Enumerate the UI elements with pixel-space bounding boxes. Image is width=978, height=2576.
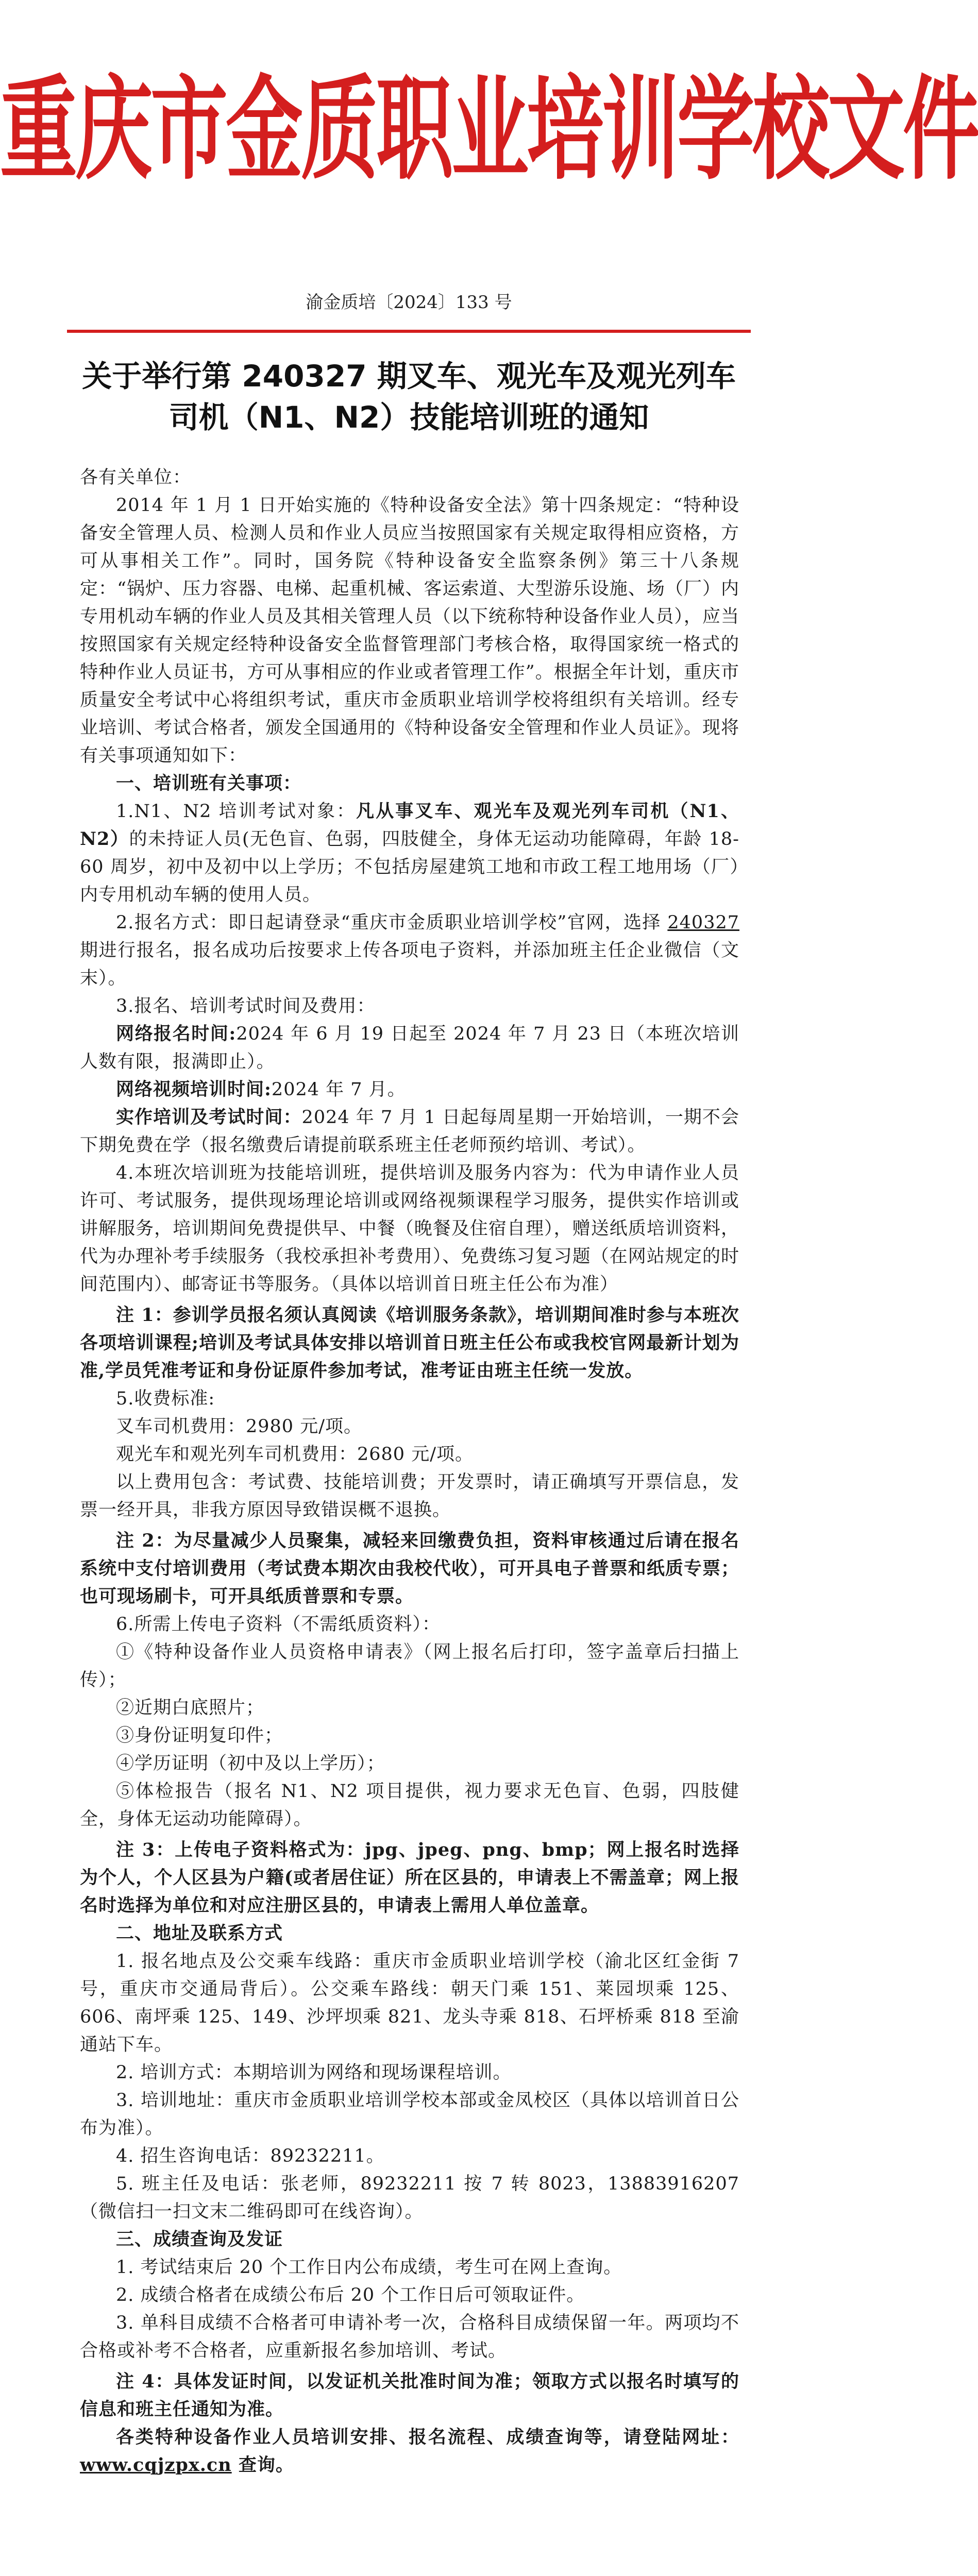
contact-item: 1. 报名地点及公交乘车线路：重庆市金质职业培训学校（渝北区红金街 7 号，重庆市交通局背后）。公交乘车路线：朝天门乘 151、莱园坝乘 125、606、南坪乘 125、149、沙坪坝乘 821、龙头寺乘 818、石坪桥乘 818 至渝通站下车。	[80, 1951, 739, 2055]
materials-heading: 6.所需上传电子资料（不需纸质资料）：	[116, 1614, 441, 1635]
target-detail: 的未持证人员(无色盲、色弱，四肢健全，身体无运动功能障碍，年龄 18-60 周岁，初中及初中以上学历；不包括房屋建筑工地和市政工程工地用场（厂）内专用机动车辆的使用人员。	[80, 829, 739, 905]
document-number: 渝金质培〔2024〕133 号	[306, 292, 512, 313]
contact-item: 5. 班主任及电话：张老师，89232211 按 7 转 8023，13883916207（微信扫一扫文末二维码即可在线咨询）。	[80, 2174, 739, 2222]
online-video-label: 网络视频培训时间:	[116, 1079, 272, 1100]
salutation: 各有关单位：	[80, 467, 192, 488]
fee-heading: 5.收费标准:	[116, 1388, 215, 1409]
result-item: 2. 成绩合格者在成绩公布后 20 个工作日后可领取证件。	[116, 2285, 585, 2306]
notice-body	[80, 464, 739, 2479]
practical-label: 实作培训及考试时间：	[116, 1107, 302, 1128]
target-label: 1.N1、N2 培训考试对象：	[116, 801, 357, 822]
material-item: ③身份证明复印件；	[116, 1725, 283, 1746]
fee-forklift: 叉车司机费用：2980 元/项。	[116, 1416, 362, 1437]
notice-title	[72, 355, 746, 438]
class-number-link[interactable]: 240327	[667, 912, 739, 933]
note-1: 注 1：参训学员报名须认真阅读《培训服务条款》，培训期间准时参与本班次各项培训课程;培训及考试具体安排以培训首日班主任公布或我校官网最新计划为准,学员凭准考证和身份证原件参加考试，准考证由班主任统一发放。	[80, 1304, 739, 1381]
registration-text-b: 期进行报名，报名成功后按要求上传各项电子资料，并添加班主任企业微信（文末）。	[80, 940, 739, 989]
material-item: ⑤体检报告（报名 N1、N2 项目提供，视力要求无色盲、色弱，四肢健全，身体无运动功能障碍）。	[80, 1781, 739, 1829]
fee-sightseeing: 观光车和观光列车司机费用：2680 元/项。	[116, 1444, 474, 1465]
note-4: 注 4：具体发证时间，以发证机关批准时间为准；领取方式以报名时填写的信息和班主任通知为准。	[80, 2371, 739, 2420]
target-paragraph	[80, 798, 739, 909]
contact-item: 2. 培训方式：本期培训为网络和现场课程培训。	[116, 2062, 512, 2083]
closing-text-a: 各类特种设备作业人员培训安排、报名流程、成绩查询等，请登陆网址：	[116, 2427, 739, 2448]
section-heading-2: 二、地址及联系方式	[116, 1923, 283, 1944]
fee-note: 以上费用包含：考试费、技能培训费；开发票时，请正确填写开票信息，发票一经开具，非我方原因导致错误概不退换。	[80, 1472, 739, 1520]
closing-text-b: 查询。	[231, 2454, 294, 2476]
registration-paragraph	[80, 909, 739, 992]
section-heading-1: 一、培训班有关事项：	[116, 773, 302, 794]
registration-text-a: 2.报名方式：即日起请登录“重庆市金质职业培训学校”官网，选择	[116, 912, 668, 933]
online-registration-label: 网络报名时间:	[116, 1023, 237, 1044]
red-divider	[67, 330, 751, 333]
section-heading-3: 三、成绩查询及发证	[116, 2229, 283, 2250]
online-registration-time	[80, 1020, 739, 1076]
note-2: 注 2：为尽量减少人员聚集，减轻来回缴费负担，资料审核通过后请在报名系统中支付培训费用（考试费本期次由我校代收），可开具电子普票和纸质专票；也可现场刷卡，可开具纸质普票和专票。	[80, 1530, 739, 1607]
material-item: ④学历证明（初中及以上学历）；	[116, 1753, 385, 1774]
online-registration-value: 2024 年 6 月 19 日起至 2024 年 7 月 23 日（本班次培训人数有限，报满即止）。	[80, 1024, 739, 1072]
practical-value: 2024 年 7 月 1 日起每周星期一开始培训，一期不会下期免费在学（报名缴费后请提前联系班主任老师预约培训、考试）。	[80, 1107, 739, 1156]
intro-paragraph: 2014 年 1 月 1 日开始实施的《特种设备安全法》第十四条规定：“特种设备安全管理人员、检测人员和作业人员应当按照国家有关规定取得相应资格，方可从事相关工作”。同时，国务院《特种设备安全监察条例》第三十八条规定：“锅炉、压力容器、电梯、起重机械、客运索道、大型游乐设施、场（厂）内专用机动车辆的作业人员及其相关管理人员（以下统称特种设备作业人员），应当按照国家有关规定经特种设备安全监督管理部门考核合格，取得国家统一格式的特种作业人员证书，方可从事相应的作业或者管理工作”。根据全年计划，重庆市质量安全考试中心将组织考试，重庆市金质职业培训学校将组织有关培训。经专业培训、考试合格者，颁发全国通用的《特种设备安全管理和作业人员证》。现将有关事项通知如下：	[80, 495, 739, 766]
target-bold: 凡从事叉车、观光车及观光列车司机（N1、N2）	[80, 801, 739, 850]
notice-title-line1: 关于举行第 240327 期叉车、观光车及观光列车	[82, 359, 736, 394]
contact-item: 3. 培训地址：重庆市金质职业培训学校本部或金凤校区（具体以培训首日公布为准）。	[80, 2090, 739, 2139]
service-paragraph: 4.本班次培训班为技能培训班，提供培训及服务内容为：代为申请作业人员许可、考试服务，提供现场理论培训或网络视频课程学习服务，提供实作培训或讲解服务，培训期间免费提供早、中餐（晚餐及住宿自理），赠送纸质培训资料，代为办理补考手续服务（我校承担补考费用）、免费练习复习题（在网站规定的时间范围内）、邮寄证书等服务。（具体以培训首日班主任公布为准）	[80, 1163, 739, 1295]
result-item: 3. 单科目成绩不合格者可申请补考一次，合格科目成绩保留一年。两项均不合格或补考不合格者，应重新报名参加培训、考试。	[80, 2313, 739, 2361]
practical-time	[80, 1104, 739, 1159]
notice-title-line2: 司机（N1、N2）技能培训班的通知	[168, 400, 649, 435]
result-item: 1. 考试结束后 20 个工作日内公布成绩，考生可在网上查询。	[116, 2257, 622, 2278]
material-item: ①《特种设备作业人员资格申请表》（网上报名后打印，签字盖章后扫描上传）；	[80, 1642, 739, 1690]
schedule-heading: 3.报名、培训考试时间及费用：	[116, 996, 376, 1016]
online-video-time	[80, 1076, 739, 1104]
contact-item: 4. 招生咨询电话：89232211。	[116, 2146, 385, 2166]
closing-paragraph	[80, 2424, 739, 2479]
masthead-title: 重庆市金质职业培训学校文件	[0, 65, 978, 195]
online-video-value: 2024 年 7 月。	[271, 1079, 406, 1100]
website-link[interactable]: www.cqjzpx.cn	[80, 2454, 232, 2476]
material-item: ②近期白底照片；	[116, 1698, 265, 1718]
note-3: 注 3：上传电子资料格式为：jpg、jpeg、png、bmp；网上报名时选择为个人，个人区县为户籍(或者居住证）所在区县的，申请表上不需盖章；网上报名时选择为单位和对应注册区县的，申请表上需用人单位盖章。	[80, 1839, 739, 1916]
